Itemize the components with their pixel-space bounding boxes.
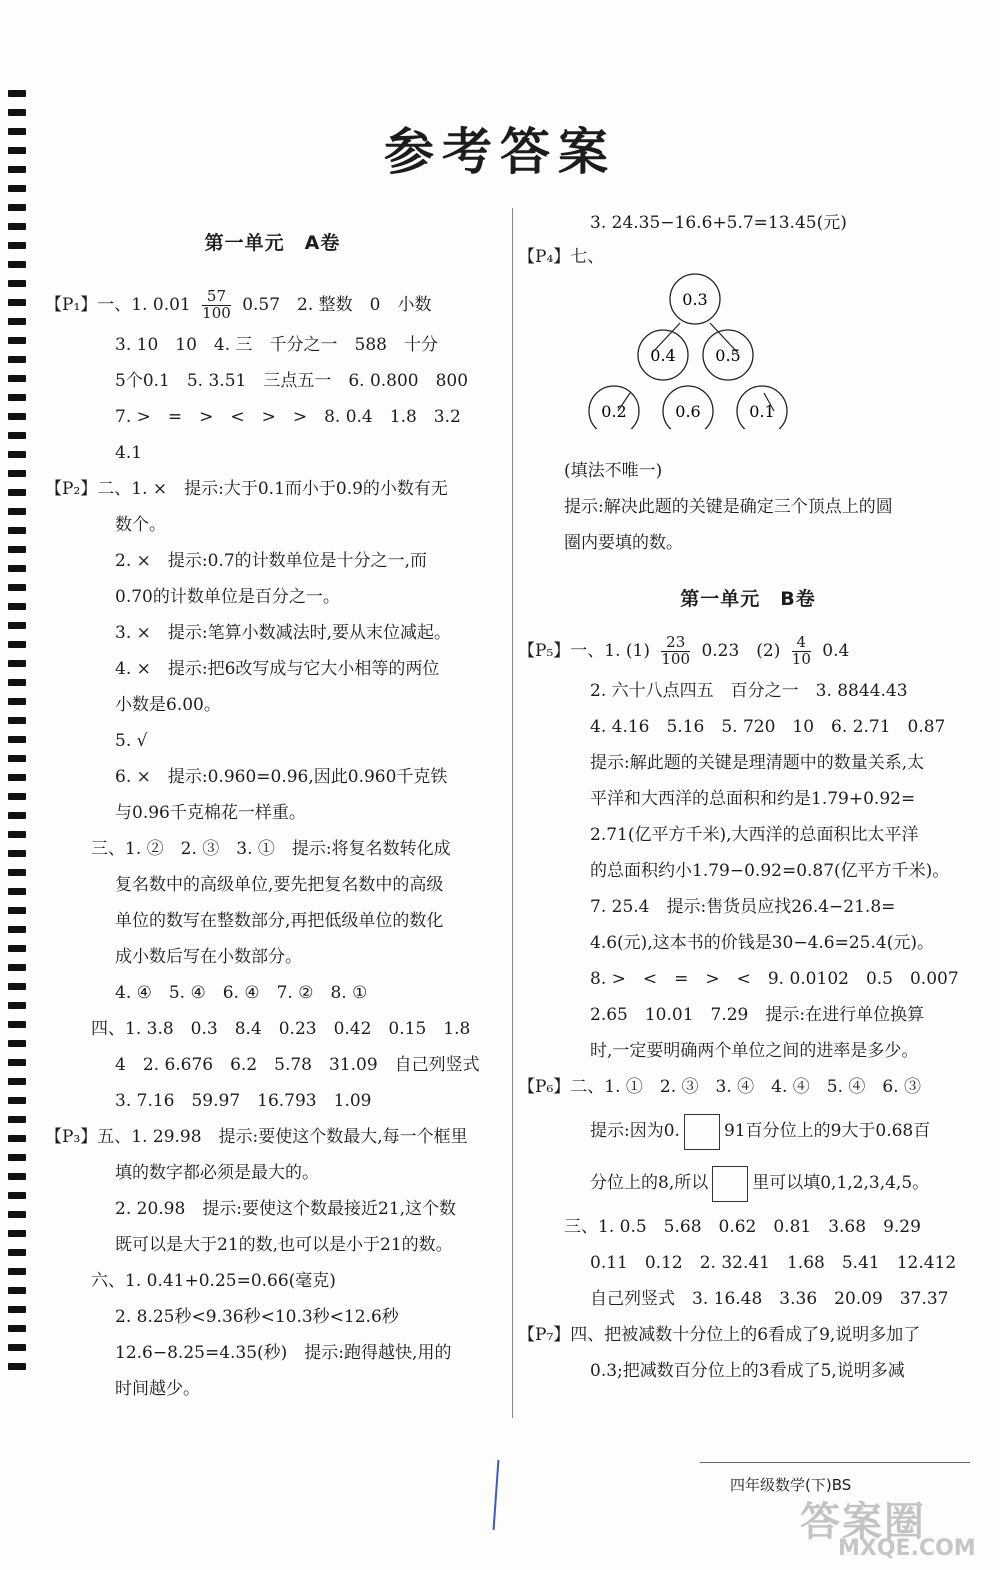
hint-line-with-box: [518, 1105, 978, 1157]
binding-hole: [8, 1192, 26, 1199]
binding-hole: [8, 641, 26, 648]
binding-hole: [8, 337, 26, 344]
binding-hole: [8, 660, 26, 667]
circle-diagram-svg: [578, 259, 798, 429]
binding-hole: [8, 1059, 26, 1066]
footer-label: 四年级数学(下)BS: [730, 1476, 852, 1494]
page-tag-p4: 【P₄】七、: [518, 247, 605, 267]
binding-hole: [8, 356, 26, 363]
binding-hole: [8, 546, 26, 553]
answer-line: 成小数后写在小数部分。: [115, 947, 302, 967]
fraction: [661, 635, 690, 668]
binding-hole: [8, 261, 26, 268]
fraction-numerator: 23: [661, 635, 690, 652]
answer-head: 一、1. (1): [570, 641, 650, 661]
binding-hole: [8, 1344, 26, 1351]
answer-line: 0.3;把减数百分位上的3看成了5,说明多减: [590, 1361, 905, 1381]
binding-hole: [8, 413, 26, 420]
answer-line: 复名数中的高级单位,要先把复名数中的高级: [115, 875, 444, 895]
binding-hole: [8, 755, 26, 762]
binding-hole: [8, 983, 26, 990]
answer-line: 7. > = > < > > 8. 0.4 1.8 3.2: [115, 407, 461, 427]
fraction-denominator: 10: [791, 650, 811, 668]
answer-line: 2. 20.98 提示:要使这个数最接近21,这个数: [115, 1199, 457, 1219]
binding-hole: [8, 793, 26, 800]
answer-line: 6. × 提示:0.960=0.96,因此0.960千克铁: [115, 767, 448, 787]
binding-hole: [8, 698, 26, 705]
answer-line: 3. 24.35−16.6+5.7=13.45(元): [590, 213, 847, 233]
circle-value: 0.3: [682, 290, 708, 309]
circle-value: 0.4: [650, 346, 676, 365]
binding-hole: [8, 451, 26, 458]
answer-line: 提示:解此题的关键是理清题中的数量关系,太: [590, 753, 925, 773]
fraction-denominator: 100: [202, 304, 231, 322]
answer-line: 4.1: [115, 443, 143, 463]
binding-hole: [8, 204, 26, 211]
answer-line: 12.6−8.25=4.35(秒) 提示:跑得越快,用的: [115, 1343, 452, 1363]
binding-hole: [8, 1078, 26, 1085]
binding-hole: [8, 1230, 26, 1237]
section-title-b: 第一单元 B卷: [680, 588, 816, 610]
left-column: [45, 225, 500, 1407]
binding-hole: [8, 565, 26, 572]
binding-hole: [8, 1268, 26, 1275]
answer-line: 7. 25.4 提示:售货员应找26.4−21.8=: [590, 897, 896, 917]
binding-hole: [8, 717, 26, 724]
circle-value: 0.1: [749, 402, 775, 421]
right-column: [518, 205, 978, 1389]
answer-line: 与0.96千克棉花一样重。: [115, 803, 306, 823]
answer-line: 0.11 0.12 2. 32.41 1.68 5.41 12.412: [590, 1253, 957, 1273]
binding-hole: [8, 299, 26, 306]
answer-line: 小数是6.00。: [115, 695, 221, 715]
binding-hole: [8, 584, 26, 591]
hint-text: 91百分位上的9大于0.68百: [723, 1121, 931, 1141]
binding-hole: [8, 1287, 26, 1294]
answer-line: 自己列竖式 3. 16.48 3.36 20.09 37.37: [590, 1289, 949, 1309]
blank-box: [712, 1166, 748, 1202]
binding-hole: [8, 926, 26, 933]
binding-hole: [8, 1249, 26, 1256]
blank-box: [684, 1114, 720, 1150]
fraction-denominator: 100: [661, 650, 691, 668]
binding-hole: [8, 375, 26, 382]
hint-text: 提示:因为0.: [590, 1121, 680, 1141]
binding-hole: [8, 1154, 26, 1161]
fraction: [792, 635, 811, 668]
hint-text: 分位上的8,所以: [590, 1173, 709, 1193]
binding-hole: [8, 812, 26, 819]
answer-line: 既可以是大于21的数,也可以是小于21的数。: [115, 1235, 453, 1255]
answer-line: 【P₆】二、1. ① 2. ③ 3. ④ 4. ④ 5. ④ 6. ③: [518, 1077, 921, 1097]
answer-line: 填的数字都必须是最大的。: [115, 1163, 319, 1183]
answer-line: 四、1. 3.8 0.3 8.4 0.23 0.42 0.15 1.8: [91, 1019, 471, 1039]
circle-value: 0.5: [715, 346, 741, 365]
hint-line: 提示:解决此题的关键是确定三个顶点上的圆: [564, 497, 893, 517]
watermark-url: MXQE.COM: [838, 1536, 976, 1561]
binding-hole: [8, 603, 26, 610]
circle-value: 0.6: [675, 402, 701, 421]
fraction-numerator: 57: [202, 289, 231, 306]
answer-line: 六、1. 0.41+0.25=0.66(毫克): [91, 1271, 336, 1291]
answer-line: 4 2. 6.676 6.2 5.78 31.09 自己列竖式: [115, 1055, 480, 1075]
binding-hole: [8, 907, 26, 914]
section-title-a: 第一单元 A卷: [204, 232, 341, 254]
hint-line: 圈内要填的数。: [564, 533, 683, 553]
page-title: 参考答案: [384, 123, 616, 181]
binding-hole: [8, 1135, 26, 1142]
binding-hole: [8, 1325, 26, 1332]
answer-line-p1: [45, 283, 500, 327]
binding-hole: [8, 1040, 26, 1047]
binding-hole: [8, 1173, 26, 1180]
answer-tail: 0.57 2. 整数 0 小数: [242, 295, 432, 315]
answer-line: 时,一定要明确两个单位之间的进率是多少。: [590, 1041, 919, 1061]
binding-hole: [8, 736, 26, 743]
answer-line: 2.71(亿平方千米),大西洋的总面积比太平洋: [590, 825, 919, 845]
fraction: [202, 289, 231, 322]
binding-hole: [8, 1097, 26, 1104]
binding-holes: [8, 90, 26, 1382]
fill-note: (填法不唯一): [564, 461, 663, 481]
answer-line-p5: [518, 629, 978, 673]
column-divider: [512, 208, 513, 1418]
binding-hole: [8, 622, 26, 629]
binding-hole: [8, 470, 26, 477]
answer-tail: 0.4: [822, 641, 850, 661]
answer-mid: 0.23 (2): [701, 641, 781, 661]
answer-head: 一、1. 0.01: [97, 295, 191, 315]
pen-mark: [493, 1460, 500, 1530]
answer-line: 【P₇】四、把被减数十分位上的6看成了9,说明多加了: [518, 1325, 921, 1345]
binding-hole: [8, 869, 26, 876]
binding-hole: [8, 1363, 26, 1370]
circle-value: 0.2: [601, 402, 627, 421]
answer-line: 3. 10 10 4. 三 千分之一 588 十分: [115, 335, 438, 355]
binding-hole: [8, 1021, 26, 1028]
binding-hole: [8, 945, 26, 952]
answer-line: 2. × 提示:0.7的计数单位是十分之一,而: [115, 551, 428, 571]
binding-hole: [8, 432, 26, 439]
answer-line: 2. 8.25秒<9.36秒<10.3秒<12.6秒: [115, 1307, 399, 1327]
binding-hole: [8, 1211, 26, 1218]
answer-line: 3. 7.16 59.97 16.793 1.09: [115, 1091, 372, 1111]
answer-line: 4. 4.16 5.16 5. 720 10 6. 2.71 0.87: [590, 717, 946, 737]
answer-line: 5. √: [115, 731, 148, 751]
binding-hole: [8, 527, 26, 534]
binding-hole: [8, 90, 26, 97]
page-tag-p5: 【P₅】: [518, 641, 571, 661]
answer-line: 【P₂】二、1. × 提示:大于0.1而小于0.9的小数有无: [45, 479, 448, 499]
answer-line: 2. 六十八点四五 百分之一 3. 8844.43: [590, 681, 908, 701]
hint-text: 里可以填0,1,2,3,4,5。: [752, 1173, 930, 1193]
binding-hole: [8, 318, 26, 325]
answer-line: 时间越少。: [115, 1379, 200, 1399]
binding-hole: [8, 1306, 26, 1313]
answer-line: 数个。: [115, 515, 166, 535]
page-tag-p1: 【P₁】: [45, 295, 98, 315]
binding-hole: [8, 185, 26, 192]
binding-hole: [8, 1116, 26, 1123]
binding-hole: [8, 831, 26, 838]
binding-hole: [8, 888, 26, 895]
watermark: 答案圈: [800, 1499, 926, 1545]
binding-hole: [8, 394, 26, 401]
answer-line: 4.6(元),这本书的价钱是30−4.6=25.4(元)。: [590, 933, 934, 953]
binding-hole: [8, 489, 26, 496]
circle-triangle-diagram: [518, 269, 978, 429]
binding-hole: [8, 964, 26, 971]
answer-line: 【P₃】五、1. 29.98 提示:要使这个数最大,每一个框里: [45, 1127, 468, 1147]
footer-rule: [700, 1462, 970, 1463]
answer-line: 单位的数写在整数部分,再把低级单位的数化: [115, 911, 444, 931]
binding-hole: [8, 242, 26, 249]
binding-hole: [8, 679, 26, 686]
answer-line: 4. × 提示:把6改写成与它大小相等的两位: [115, 659, 440, 679]
binding-hole: [8, 223, 26, 230]
answer-line: 三、1. ② 2. ③ 3. ① 提示:将复名数转化成: [91, 839, 451, 859]
hint-line-with-box: [518, 1157, 978, 1209]
binding-hole: [8, 1002, 26, 1009]
fraction-numerator: 4: [792, 635, 811, 652]
answer-line: 3. × 提示:笔算小数减法时,要从末位减起。: [115, 623, 451, 643]
answer-line: 平洋和大西洋的总面积和约是1.79+0.92=: [590, 789, 916, 809]
binding-hole: [8, 774, 26, 781]
answer-line: 三、1. 0.5 5.68 0.62 0.81 3.68 9.29: [564, 1217, 921, 1237]
binding-hole: [8, 280, 26, 287]
binding-hole: [8, 508, 26, 515]
answer-line: 的总面积约小1.79−0.92=0.87(亿平方千米)。: [590, 861, 950, 881]
answer-line: 4. ④ 5. ④ 6. ④ 7. ② 8. ①: [115, 983, 368, 1003]
answer-line: 8. > < = > < 9. 0.0102 0.5 0.007: [590, 969, 959, 989]
answer-line: 0.70的计数单位是百分之一。: [115, 587, 340, 607]
answer-line: 2.65 10.01 7.29 提示:在进行单位换算: [590, 1005, 925, 1025]
binding-hole: [8, 850, 26, 857]
answer-line: 5个0.1 5. 3.51 三点五一 6. 0.800 800: [115, 371, 469, 391]
